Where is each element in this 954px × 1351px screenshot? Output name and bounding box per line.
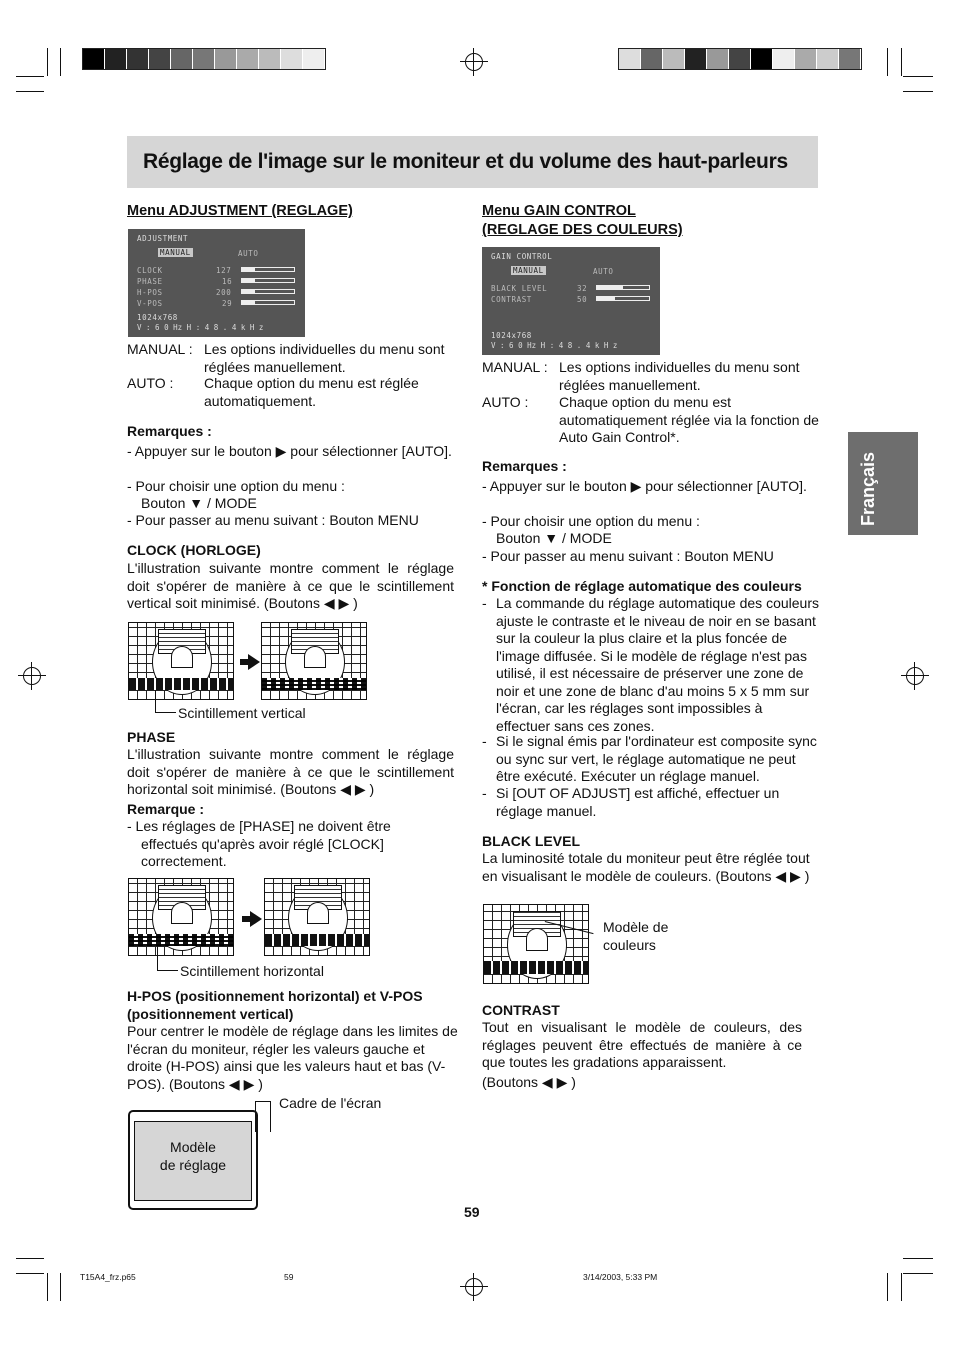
bullet-dash: -: [482, 785, 487, 801]
gain-heading: (REGLAGE DES COULEURS): [482, 222, 683, 238]
osd-manual: MANUAL: [160, 248, 191, 257]
page-number: 59: [464, 1204, 480, 1220]
osd-title: ADJUSTMENT: [137, 234, 189, 243]
crop-mark: [903, 1273, 933, 1274]
osd-auto: AUTO: [593, 267, 614, 276]
color-model-label: Modèle de couleurs: [603, 919, 669, 953]
registration-mark-icon: [465, 1278, 483, 1296]
bullet-dash: -: [482, 595, 487, 611]
adjustment-heading: Menu ADJUSTMENT (REGLAGE): [127, 203, 353, 219]
osd-title: GAIN CONTROL: [491, 252, 553, 261]
footer-file: T15A4_frz.p65: [80, 1272, 136, 1282]
osd-resolution: 1024x768: [491, 331, 532, 340]
auto-color-function-item: La commande du réglage automatique des couleurs ajuste le contraste et le niveau de noir en se basant sur la couleur la plus claire et la plus foncée de l'image diffusée. Si le modèle de réglage n'est pas utilisé, il est nécessaire de préserver une zone de noir et une zone de blanc d'au moins 5 x 5 mm sur l'écran, car les réglages sont impossibles à effectuer sans ces zones.: [496, 595, 819, 734]
registration-mark-icon: [906, 667, 924, 685]
auto-color-function-item: Si [OUT OF ADJUST] est affiché, effectuer un réglage manuel.: [496, 785, 780, 819]
auto-term: AUTO :: [127, 375, 174, 391]
manual-term: MANUAL :: [127, 341, 193, 357]
osd-resolution: 1024x768: [137, 313, 178, 322]
model-label: de réglage: [159, 1157, 227, 1173]
black-level-title: BLACK LEVEL: [482, 833, 580, 849]
gray-scale-bar-right: [618, 48, 862, 70]
osd-slider: [241, 289, 295, 294]
test-pattern-after: [261, 622, 367, 700]
gray-scale-bar-left: [82, 48, 326, 70]
phase-remark: - Les réglages de [PHASE] ne doivent être effectués qu'après avoir réglé [CLOCK] correctement.: [127, 818, 391, 869]
crop-mark: [903, 91, 933, 92]
registration-mark-icon: [23, 667, 41, 685]
test-pattern-after: [264, 878, 370, 956]
osd-row-value: 32: [577, 284, 588, 293]
osd-row-label: CLOCK: [137, 266, 163, 275]
color-test-pattern: [483, 904, 589, 984]
osd-manual: MANUAL: [513, 266, 544, 275]
crop-mark: [903, 1258, 933, 1259]
crop-mark: [16, 76, 44, 77]
osd-slider: [241, 267, 295, 272]
hpos-text: Pour centrer le modèle de réglage dans les limites de l'écran du moniteur, régler les valeurs gauche et droite (H-POS) ainsi que les valeurs haut et bas (V-POS). (Boutons ◀ ▶ ): [127, 1023, 458, 1092]
auto-definition: Chaque option du menu est automatiquement réglée via la fonction de Auto Gain Control*.: [559, 394, 819, 445]
osd-row-label: CONTRAST: [491, 295, 532, 304]
remark-item: - Pour passer au menu suivant : Bouton MENU: [127, 512, 419, 528]
osd-auto: AUTO: [238, 249, 259, 258]
remark-item: - Appuyer sur le bouton ▶ pour sélectionner [AUTO].: [127, 443, 452, 459]
test-pattern-before: [128, 878, 234, 956]
osd-row-value: 16: [222, 277, 233, 286]
osd-row-value: 50: [577, 295, 588, 304]
crop-mark: [47, 48, 48, 76]
osd-row-label: BLACK LEVEL: [491, 284, 548, 293]
remark-item: Bouton ▼ / MODE: [141, 495, 257, 511]
manual-definition: Les options individuelles du menu sont réglées manuellement.: [559, 359, 800, 393]
osd-row-value: 200: [216, 288, 232, 297]
osd-slider: [596, 285, 650, 290]
crop-mark: [903, 76, 933, 77]
frame-label: Cadre de l'écran: [279, 1095, 382, 1111]
osd-row-value: 29: [222, 299, 233, 308]
registration-mark-icon: [465, 53, 483, 71]
auto-term: AUTO :: [482, 394, 529, 410]
crop-mark: [16, 91, 44, 92]
footer-page: 59: [284, 1272, 294, 1282]
remark-item: - Pour choisir une option du menu :: [127, 478, 345, 494]
phase-text: L'illustration suivante montre comment le réglage doit s'opérer de manière à ce que le scintillement horizontal soit minimisé. (Boutons ◀ ▶ ): [127, 746, 454, 797]
clock-caption: Scintillement vertical: [178, 705, 306, 721]
callout-line: [255, 1101, 271, 1132]
phase-title: PHASE: [127, 729, 176, 745]
osd-slider: [241, 300, 295, 305]
language-tab-label: Français: [858, 451, 878, 526]
hpos-title: H-POS (positionnement horizontal) et V-POS (positionnement vertical): [127, 988, 423, 1022]
bullet-dash: -: [482, 733, 487, 749]
osd-row-label: PHASE: [137, 277, 163, 286]
test-pattern-before: [128, 622, 234, 700]
osd-row-value: 127: [216, 266, 232, 275]
remark-item: - Appuyer sur le bouton ▶ pour sélectionner [AUTO].: [482, 478, 807, 494]
crop-mark: [901, 1273, 902, 1301]
arrow-right-icon: [250, 911, 262, 927]
page-title: Réglage de l'image sur le moniteur et du volume des haut-parleurs: [143, 150, 788, 173]
phase-caption: Scintillement horizontal: [180, 963, 324, 979]
osd-row-label: H-POS: [137, 288, 163, 297]
remarks-title: Remarques :: [127, 423, 212, 439]
crop-mark: [60, 1273, 61, 1301]
crop-mark: [16, 1258, 44, 1259]
osd-slider: [596, 296, 650, 301]
crop-mark: [887, 1273, 888, 1301]
crop-mark: [16, 1273, 44, 1274]
manual-definition: Les options individuelles du menu sont réglées manuellement.: [204, 341, 445, 375]
crop-mark: [47, 1273, 48, 1301]
language-tab: [848, 432, 918, 535]
remarks-title: Remarques :: [482, 458, 567, 474]
remark-item: Bouton ▼ / MODE: [496, 530, 612, 546]
gain-osd: [482, 247, 660, 355]
remark-item: - Pour choisir une option du menu :: [482, 513, 700, 529]
clock-text: L'illustration suivante montre comment le réglage doit s'opérer de manière à ce que le scintillement vertical soit minimisé. (Boutons ◀ ▶ ): [127, 560, 454, 611]
callout-line: [157, 946, 178, 971]
remark-item: - Pour passer au menu suivant : Bouton MENU: [482, 548, 774, 564]
osd-slider: [241, 278, 295, 283]
auto-definition: Chaque option du menu est réglée automatiquement.: [204, 375, 419, 409]
callout-line: [155, 690, 176, 713]
contrast-title: CONTRAST: [482, 1002, 560, 1018]
osd-frequency: V : 6 0 Hz H : 4 8 . 4 k H z: [491, 341, 618, 350]
auto-color-function-item: Si le signal émis par l'ordinateur est composite sync ou sync sur vert, le réglage automatique ne peut être exécuté. Exécuter un réglage manuel.: [496, 733, 817, 784]
adjustment-osd: [128, 229, 305, 337]
crop-mark: [901, 48, 902, 76]
crop-mark: [887, 48, 888, 76]
contrast-text: Tout en visualisant le modèle de couleurs, des réglages peuvent être effectués de manière à ce que toutes les gradations apparaissent.: [482, 1019, 802, 1070]
crop-mark: [60, 48, 61, 76]
black-level-text: La luminosité totale du moniteur peut être réglée tout en visualisant le modèle de couleurs. (Boutons ◀ ▶ ): [482, 850, 810, 884]
contrast-buttons: (Boutons ◀ ▶ ): [482, 1074, 576, 1090]
gain-heading: Menu GAIN CONTROL: [482, 203, 636, 219]
manual-term: MANUAL :: [482, 359, 548, 375]
model-label: Modèle: [170, 1139, 216, 1155]
arrow-right-icon: [248, 654, 260, 670]
osd-frequency: V : 6 0 Hz H : 4 8 . 4 k H z: [137, 323, 264, 332]
clock-title: CLOCK (HORLOGE): [127, 542, 261, 558]
phase-remark-title: Remarque :: [127, 801, 205, 817]
page-title-banner: [127, 136, 818, 188]
footer-date: 3/14/2003, 5:33 PM: [583, 1272, 658, 1282]
osd-row-label: V-POS: [137, 299, 163, 308]
auto-color-function-title: * Fonction de réglage automatique des couleurs: [482, 578, 802, 594]
